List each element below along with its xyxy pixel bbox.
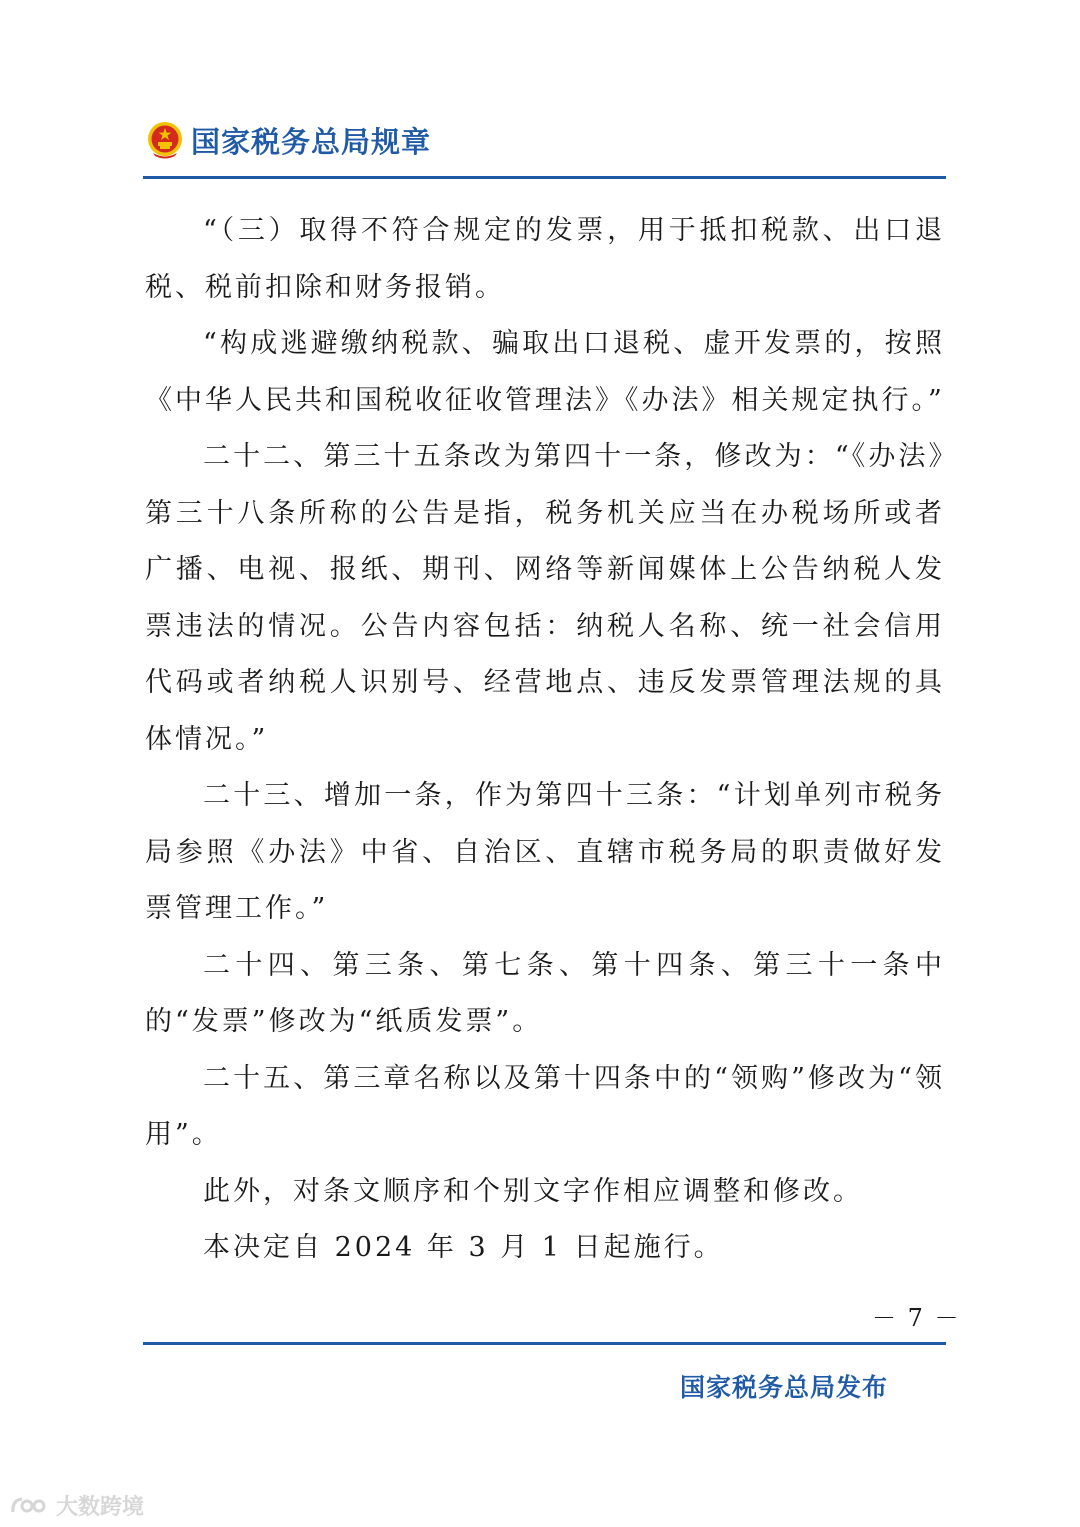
publisher-label: 国家税务总局发布	[680, 1373, 889, 1402]
page-header	[145, 112, 431, 168]
page-number: － 7 －	[872, 1304, 961, 1332]
paragraph: 二十二、第三十五条改为第四十一条，修改为：“《办法》第三十八条所称的公告是指，税务机关应当在办税场所或者广播、电视、报纸、期刊、网络等新闻媒体上公告纳税人发票违法的情况。公告内容包括：纳税人名称、统一社会信用代码或者纳税人识别号、经营地点、违反发票管理法规的具体情况。”	[145, 441, 945, 755]
paragraph: 二十三、增加一条，作为第四十三条：“计划单列市税务局参照《办法》中省、自治区、直辖市税务局的职责做好发票管理工作。”	[145, 780, 945, 924]
paragraph: 此外，对条文顺序和个别文字作相应调整和修改。	[203, 1175, 863, 1207]
paragraph: 二十五、第三章名称以及第十四条中的“领购”修改为“领用”。	[145, 1062, 945, 1150]
watermark-logo-icon	[10, 1494, 50, 1518]
document-body	[145, 203, 945, 1277]
watermark	[10, 1490, 144, 1521]
watermark-text: 大数跨境	[56, 1495, 145, 1520]
header-title: 国家税务总局规章	[191, 124, 432, 159]
paragraph: “（三）取得不符合规定的发票，用于抵扣税款、出口退税、税前扣除和财务报销。	[145, 215, 945, 303]
paragraph: 本决定自 2024 年 3 月 1 日起施行。	[203, 1232, 724, 1263]
header-divider	[143, 176, 946, 179]
national-emblem-icon	[145, 120, 185, 160]
footer-divider	[143, 1342, 946, 1345]
paragraph: “构成逃避缴纳税款、骗取出口退税、虚开发票的，按照《中华人民共和国税收征收管理法》《办法》相关规定执行。”	[145, 328, 945, 416]
paragraph: 二十四、第三条、第七条、第十四条、第三十一条中的“发票”修改为“纸质发票”。	[145, 949, 945, 1037]
